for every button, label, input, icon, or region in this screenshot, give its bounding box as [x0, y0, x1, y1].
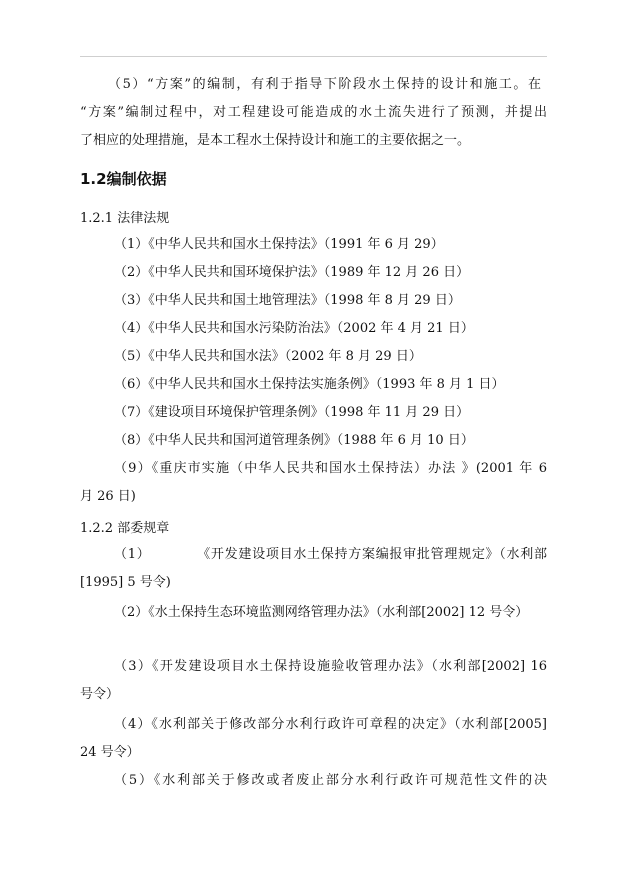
list-item-text: 《开发建设项目水土保持方案编报审批管理规定》（水利部 — [196, 547, 547, 562]
para-line: “方案”编制过程中，对工程建设可能造成的水土流失进行了预测，并提出 — [80, 105, 547, 120]
list-item: （5）《中华人民共和国水法》（2002 年 8 月 29 日） — [114, 349, 422, 364]
section-heading: 1.2编制依据 — [80, 170, 167, 188]
header-divider — [80, 56, 547, 57]
list-item: （6）《中华人民共和国水土保持法实施条例》（1993 年 8 月 1 日） — [114, 377, 505, 392]
list-item: （5）《水利部关于修改或者废止部分水利行政许可规范性文件的决 — [114, 773, 547, 788]
list-item: （3）《中华人民共和国土地管理法》（1998 年 8 月 29 日） — [114, 293, 461, 308]
list-item — [114, 546, 547, 564]
list-item-continuation: 月 26 日) — [80, 489, 136, 504]
para-line: 了相应的处理措施，是本工程水土保持设计和施工的主要依据之一。 — [80, 133, 471, 148]
list-item: （2）《水土保持生态环境监测网络管理办法》（水利部[2002] 12 号令） — [114, 605, 529, 620]
list-item: （1）《中华人民共和国水土保持法》（1991 年 6 月 29） — [114, 237, 444, 252]
list-item: （4）《水利部关于修改部分水利行政许可章程的决定》（水利部[2005] — [114, 717, 547, 732]
list-item-continuation: 号令） — [80, 687, 120, 702]
list-item: （3）《开发建设项目水土保持设施验收管理办法》（水利部[2002] 16 — [114, 659, 547, 674]
list-item-continuation: 24 号令） — [80, 745, 140, 760]
list-item: （8）《中华人民共和国河道管理条例》（1988 年 6 月 10 日） — [114, 433, 474, 448]
subsection-heading: 1.2.1 法律法规 — [80, 211, 170, 226]
list-item: （9）《重庆市实施（中华人民共和国水土保持法）办法 》(2001 年 6 — [114, 461, 547, 476]
list-item: （7）《建设项目环境保护管理条例》（1998 年 11 月 29 日） — [114, 405, 470, 420]
list-item-number: （1） — [114, 547, 151, 562]
para-line: （5）“方案”的编制，有利于指导下阶段水土保持的设计和施工。在 — [108, 77, 541, 92]
list-item-continuation: [1995] 5 号令) — [80, 575, 171, 590]
list-item: （4）《中华人民共和国水污染防治法》（2002 年 4 月 21 日） — [114, 321, 474, 336]
list-item: （2）《中华人民共和国环境保护法》（1989 年 12 月 26 日） — [114, 265, 470, 280]
subsection-heading: 1.2.2 部委规章 — [80, 521, 170, 536]
